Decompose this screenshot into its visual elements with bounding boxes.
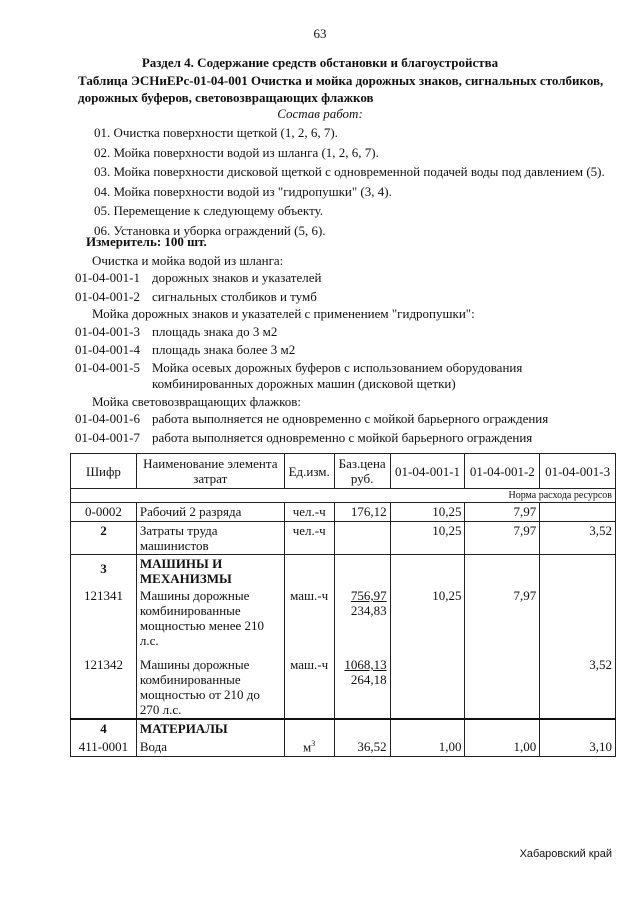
cell-value: 1,00: [465, 738, 540, 757]
cell-code: 4: [71, 719, 137, 738]
cell-unit: чел.-ч: [284, 522, 334, 555]
cell-name: МАШИНЫ И МЕХАНИЗМЫ: [136, 555, 284, 588]
table-header-row: [71, 454, 616, 489]
table-row: [71, 649, 616, 719]
code-line: [75, 411, 548, 427]
group-heading-flags: Мойка световозвращающих флажков:: [92, 394, 301, 409]
table-row: [71, 555, 616, 588]
item-desc: площадь знака до 3 м2: [152, 324, 278, 339]
column-header: Шифр: [71, 454, 137, 489]
column-header: 01-04-001-2: [465, 454, 540, 489]
cell-name: Машины дорожные комбинированные мощностью менее 210 л.с.: [136, 587, 284, 649]
item-code: 01-04-001-1: [75, 270, 140, 285]
composition-label: Состав работ:: [277, 106, 363, 121]
code-line: [75, 324, 277, 340]
cell-value: 3,52: [540, 522, 616, 555]
work-item: 03. Мойка поверхности дисковой щеткой с одновременной подачей воды под давлением (5).: [94, 164, 605, 179]
cell-value: 7,97: [465, 522, 540, 555]
cell-value: 10,25: [390, 587, 465, 649]
item-desc: работа выполняется не одновременно с мойкой барьерного ограждения: [152, 411, 549, 426]
work-item: 04. Мойка поверхности водой из "гидропушки" (3, 4).: [94, 183, 392, 199]
work-item: 05. Перемещение к следующему объекту.: [94, 203, 324, 218]
cell-price: 176,12: [334, 503, 390, 522]
code-line: [75, 430, 532, 446]
work-item: 06. Установка и уборка ограждений (5, 6).: [94, 222, 326, 238]
item-desc-cont: комбинированных дорожных машин (дисковой щетки): [152, 376, 456, 391]
item-desc: сигнальных столбиков и тумб: [152, 289, 317, 304]
cell-name: Машины дорожные комбинированные мощностью от 210 до 270 л.с.: [136, 649, 284, 719]
item-code: 01-04-001-2: [75, 289, 140, 304]
cell-code: 2: [71, 522, 137, 555]
cell-code: 3: [71, 555, 137, 588]
cell-price: [334, 522, 390, 555]
item-code: 01-04-001-6: [75, 411, 140, 426]
cell-price: 36,52: [334, 738, 390, 757]
table-row: [71, 719, 616, 738]
item-code: 01-04-001-7: [75, 430, 140, 445]
column-header: 01-04-001-1: [390, 454, 465, 489]
item-desc: работа выполняется одновременно с мойкой барьерного ограждения: [152, 430, 533, 445]
page-number: 63: [313, 26, 327, 41]
footer-region: Хабаровский край: [519, 848, 612, 860]
cell-code: 121341: [71, 587, 137, 649]
cell-name: Вода: [136, 738, 284, 757]
table-title: Таблица ЭСНиЕРс-01-04-001 Очистка и мойка дорожных знаков, сигнальных столбиков, дорожных буферов, световозвращающих флажков: [78, 73, 604, 105]
work-item: 02. Мойка поверхности водой из шланга (1, 2, 6, 7).: [94, 144, 379, 160]
norm-label: Норма расхода ресурсов: [71, 489, 616, 503]
table-row: [71, 522, 616, 555]
table-row: [71, 587, 616, 649]
cell-value: 7,97: [465, 503, 540, 522]
code-line: [75, 289, 317, 305]
cell-value: [465, 649, 540, 719]
group-heading-hose: Очистка и мойка водой из шланга:: [92, 253, 284, 268]
cell-value: 3,10: [540, 738, 616, 757]
cell-unit: $м^3$: [284, 738, 334, 757]
item-code: 01-04-001-4: [75, 342, 140, 357]
cell-value: 10,25: [390, 503, 465, 522]
cell-code: 121342: [71, 649, 137, 719]
table-row: [71, 738, 616, 757]
cell-unit: чел.-ч: [284, 503, 334, 522]
cell-value: [540, 503, 616, 522]
column-header: Ед.изм.: [284, 454, 334, 489]
item-desc: Мойка осевых дорожных буферов с использованием оборудования: [152, 360, 523, 375]
column-header: Наименование элемента затрат: [136, 454, 284, 489]
code-line: [75, 342, 295, 358]
cell-name: МАТЕРИАЛЫ: [136, 719, 284, 738]
cell-value: [540, 587, 616, 649]
section-title: Раздел 4. Содержание средств обстановки и благоустройства: [141, 55, 499, 70]
item-code: 01-04-001-3: [75, 324, 140, 339]
cell-value: 7,97: [465, 587, 540, 649]
measure-unit: Измеритель: 100 шт.: [86, 234, 207, 249]
cell-unit: маш.-ч: [284, 587, 334, 649]
resource-table: [70, 453, 616, 757]
cell-code: 0-0002: [71, 503, 137, 522]
code-line: [75, 270, 321, 286]
code-line: [75, 360, 522, 392]
norm-row: [71, 489, 616, 503]
cell-value: 10,25: [390, 522, 465, 555]
column-header: Баз.цена руб.: [334, 454, 390, 489]
group-heading-hydrogun: Мойка дорожных знаков и указателей с применением "гидропушки":: [92, 306, 475, 321]
cell-code: 411-0001: [71, 738, 137, 757]
cell-name: Затраты труда машинистов: [136, 522, 284, 555]
item-code: 01-04-001-5: [75, 360, 140, 375]
cell-unit: маш.-ч: [284, 649, 334, 719]
cell-price: 756,97 234,83: [334, 587, 390, 649]
cell-value: 1,00: [390, 738, 465, 757]
cell-value: [390, 649, 465, 719]
column-header: 01-04-001-3: [540, 454, 616, 489]
item-desc: площадь знака более 3 м2: [152, 342, 296, 357]
works-list: [94, 123, 605, 240]
cell-price: 1068,13 264,18: [334, 649, 390, 719]
cell-value: 3,52: [540, 649, 616, 719]
table-row: [71, 503, 616, 522]
work-item: 01. Очистка поверхности щеткой (1, 2, 6, 7).: [94, 125, 338, 140]
cell-name: Рабочий 2 разряда: [136, 503, 284, 522]
item-desc: дорожных знаков и указателей: [152, 270, 322, 285]
